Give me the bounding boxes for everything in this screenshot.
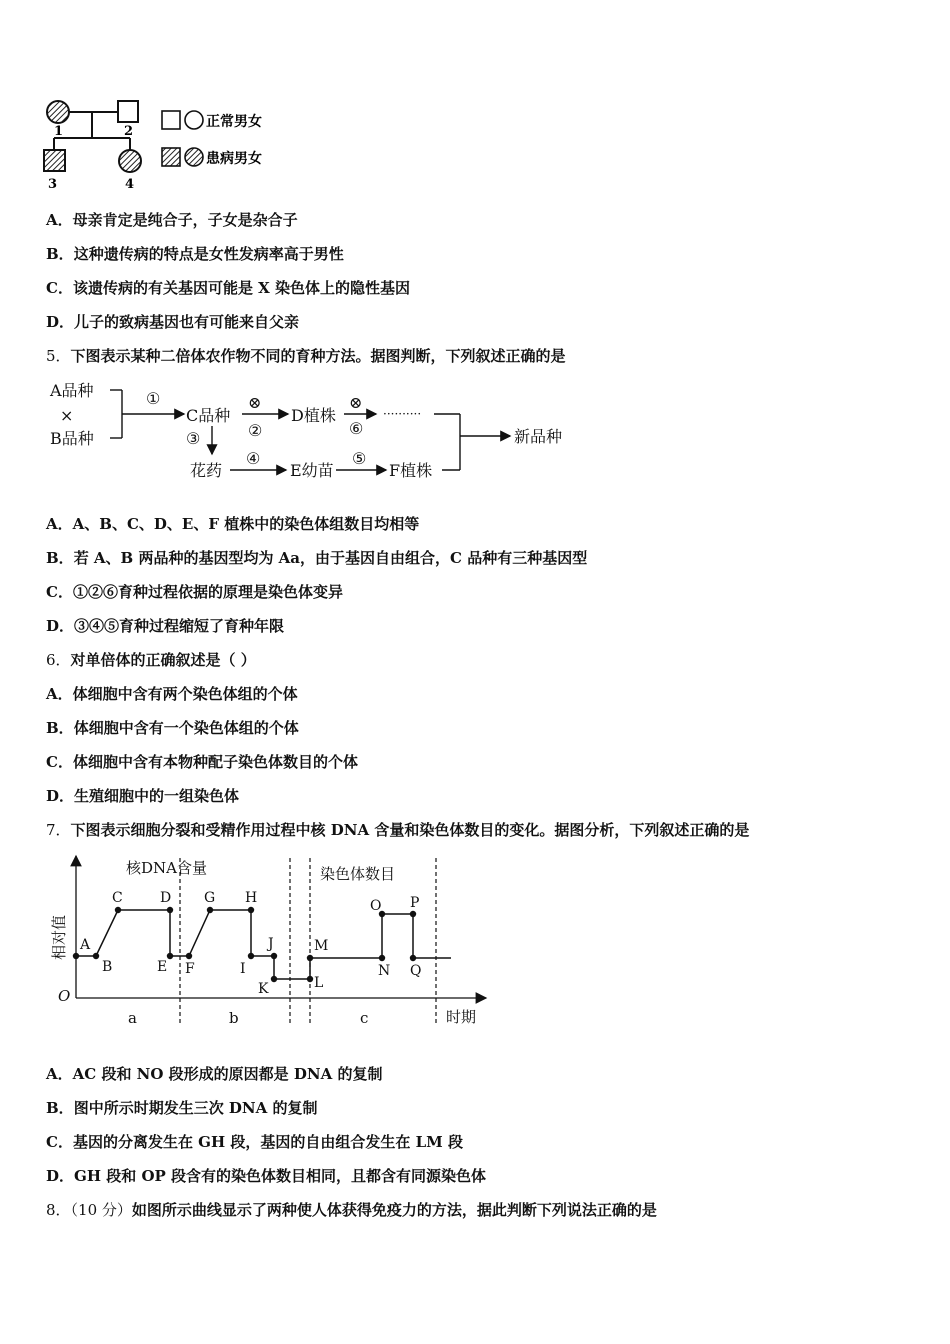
point-label-i: I (240, 961, 246, 977)
point-label-h: H (245, 890, 258, 906)
point-label-p: P (410, 895, 420, 911)
legend-affected-male-icon (162, 148, 180, 166)
point-f (186, 953, 192, 959)
q4-option-b: B．这种遗传病的特点是女性发病率高于男性 (46, 245, 344, 263)
point-j (271, 953, 277, 959)
point-p (410, 911, 416, 917)
period-b: b (229, 1009, 239, 1027)
step-5: ⑤ (352, 449, 367, 468)
q7-option-b: B．图中所示时期发生三次 DNA 的复制 (46, 1099, 318, 1117)
q6-option-c: C．体细胞中含有本物种配子染色体数目的个体 (46, 753, 358, 771)
point-label-g: G (204, 890, 216, 906)
label-a-variety: A品种 (50, 381, 94, 400)
label-c-variety: C品种 (186, 406, 231, 425)
point-label-j: J (268, 936, 274, 952)
q7-option-c: C．基因的分离发生在 GH 段，基因的自由组合发生在 LM 段 (46, 1133, 463, 1151)
label-f-plant: F植株 (389, 461, 433, 480)
breeding-diagram (46, 376, 586, 488)
point-label-o: O (370, 898, 382, 914)
point-b (93, 953, 99, 959)
point-label-e: E (157, 959, 168, 975)
q4-option-d: D．儿子的致病基因也有可能来自父亲 (46, 313, 300, 331)
point-e (167, 953, 173, 959)
point-label-n: N (378, 963, 391, 979)
pedigree-male-2 (118, 101, 138, 122)
graph-xlabel: 时期 (446, 1008, 477, 1026)
graph-origin: O (58, 987, 71, 1005)
legend-normal-male-icon (162, 111, 180, 129)
pedigree-label-2: 2 (124, 124, 134, 139)
legend-affected-female-icon (185, 148, 203, 166)
period-a: a (128, 1009, 137, 1027)
q8-stem: 8．（10 分）如图所示曲线显示了两种使人体获得免疫力的方法，据此判断下列说法正确的是 (46, 1201, 657, 1219)
self-cross-2: ⊗ (349, 393, 363, 412)
q7-option-a: A．AC 段和 NO 段形成的原因都是 DNA 的复制 (46, 1065, 383, 1083)
label-dots: ·········· (383, 407, 422, 421)
q4-option-a: A．母亲肯定是纯合子，子女是杂合子 (46, 211, 298, 229)
point-label-f: F (185, 961, 195, 977)
point-label-a: A (80, 937, 91, 953)
point-label-q: Q (410, 963, 422, 979)
legend-affected-text: 患病男女 (206, 151, 262, 167)
legend-normal-text: 正常男女 (206, 114, 262, 130)
step-4: ④ (246, 449, 261, 468)
point-label-d: D (160, 890, 172, 906)
q5-option-b: B．若 A、B 两品种的基因型均为 Aa，由于基因自由组合，C 品种有三种基因型 (46, 549, 588, 567)
pedigree-label-4: 4 (125, 177, 135, 192)
graph-ylabel: 相对值 (50, 914, 68, 960)
q5-option-c: C．①②⑥育种过程依据的原理是染色体变异 (46, 583, 343, 601)
self-cross-1: ⊗ (248, 393, 262, 412)
point-i (248, 953, 254, 959)
graph-title-chrom: 染色体数目 (320, 865, 396, 883)
point-h (248, 907, 254, 913)
step-6: ⑥ (349, 419, 364, 438)
q6-stem: 6．对单倍体的正确叙述是（ ） (46, 651, 256, 669)
pedigree-female-1 (47, 101, 69, 123)
point-label-l: L (314, 975, 324, 991)
step-1: ① (146, 389, 161, 408)
q6-option-b: B．体细胞中含有一个染色体组的个体 (46, 719, 299, 737)
q5-option-d: D．③④⑤育种过程缩短了育种年限 (46, 617, 285, 635)
point-label-m: M (314, 938, 329, 954)
label-b-variety: B品种 (50, 429, 94, 448)
step-2: ② (248, 421, 263, 440)
label-cross: × (60, 406, 74, 425)
pedigree-male-3 (44, 150, 65, 171)
point-a (73, 953, 79, 959)
point-label-c: C (112, 890, 123, 906)
point-label-k: K (258, 981, 269, 997)
period-c: c (360, 1009, 369, 1027)
dna-chromosome-graph (46, 848, 496, 1032)
label-new-variety: 新品种 (514, 427, 563, 446)
q7-stem: 7．下图表示细胞分裂和受精作用过程中核 DNA 含量和染色体数目的变化。据图分析，下列叙述正确的是 (46, 821, 750, 839)
step-3: ③ (186, 429, 201, 448)
graph-title-dna: 核DNA含量 (126, 859, 207, 877)
pedigree-label-1: 1 (54, 124, 64, 139)
label-e-seedling: E幼苗 (290, 461, 334, 480)
pedigree-label-3: 3 (48, 177, 58, 192)
point-m (307, 955, 313, 961)
legend-normal-female-icon (185, 111, 203, 129)
pedigree-female-4 (119, 150, 141, 172)
point-q (410, 955, 416, 961)
point-label-b: B (102, 959, 113, 975)
pedigree-figure (40, 92, 300, 196)
point-d (167, 907, 173, 913)
point-n (379, 955, 385, 961)
q5-option-a: A．A、B、C、D、E、F 植株中的染色体组数目均相等 (46, 515, 420, 533)
q7-option-d: D．GH 段和 OP 段含有的染色体数目相同，且都含有同源染色体 (46, 1167, 487, 1185)
q5-stem: 5．下图表示某种二倍体农作物不同的育种方法。据图判断，下列叙述正确的是 (46, 347, 566, 365)
point-k (271, 976, 277, 982)
q6-option-d: D．生殖细胞中的一组染色体 (46, 787, 240, 805)
label-flower: 花药 (190, 461, 223, 480)
point-g (207, 907, 213, 913)
q4-option-c: C．该遗传病的有关基因可能是 X 染色体上的隐性基因 (46, 279, 411, 297)
point-l (307, 976, 313, 982)
q6-option-a: A．体细胞中含有两个染色体组的个体 (46, 685, 298, 703)
label-d-plant: D植株 (291, 406, 336, 425)
point-c (115, 907, 121, 913)
